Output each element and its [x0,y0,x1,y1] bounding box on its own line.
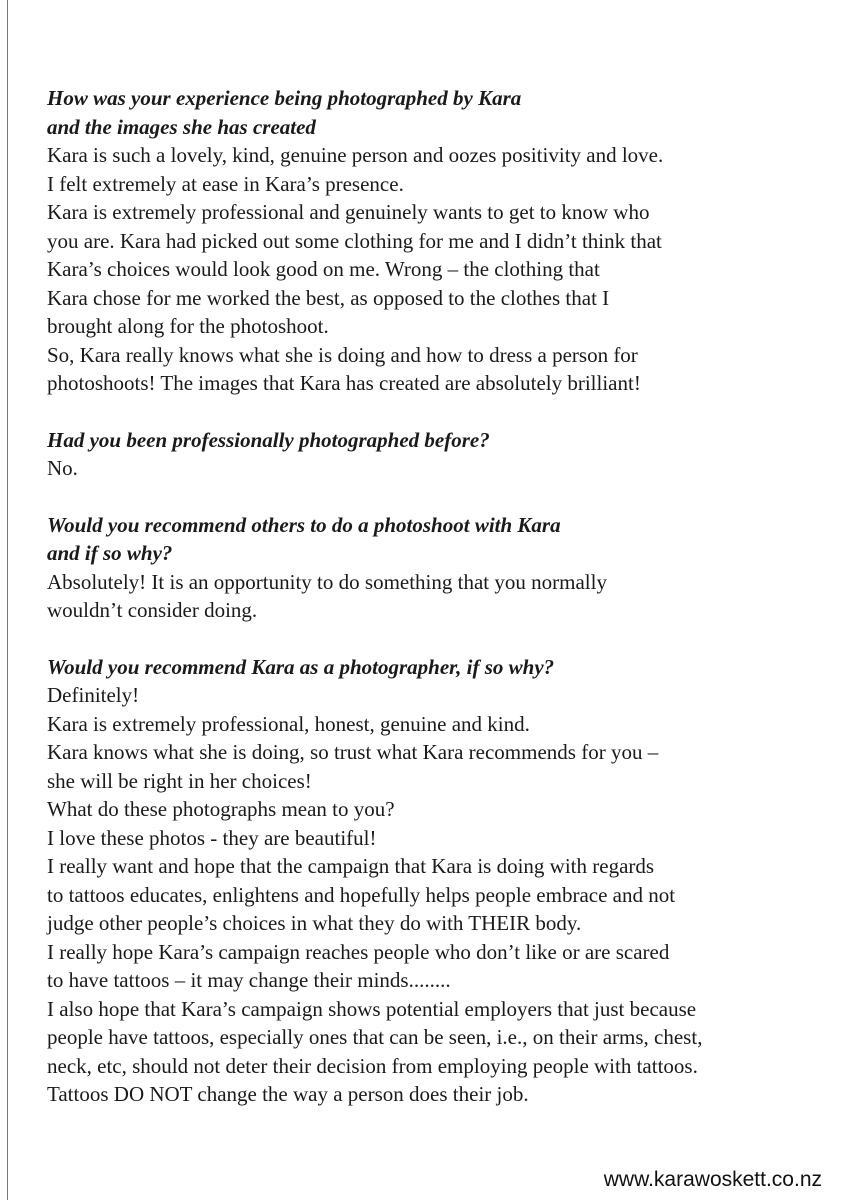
answer-line: Kara is such a lovely, kind, genuine person and oozes positivity and love. [47,143,664,167]
section-recommend-others [47,511,817,625]
answer-line: wouldn’t consider doing. [47,598,258,622]
page-edge-line [7,0,8,1200]
section-experience [47,84,817,398]
question-line: How was your experience being photographed by Kara [47,86,522,110]
question-line: Would you recommend Kara as a photographer, if so why? [47,654,555,679]
answer-line: Tattoos DO NOT change the way a person does their job. [47,1082,529,1106]
answer-line: photoshoots! The images that Kara has created are absolutely brilliant! [47,371,641,395]
section-gap [47,398,817,426]
answer-line: I love these photos - they are beautiful! [47,825,377,850]
answer-line: neck, etc, should not deter their decision from employing people with tattoos. [47,1053,698,1078]
answer-line: Kara chose for me worked the best, as opposed to the clothes that I [47,285,610,310]
question-line: Had you been professionally photographed before? [47,427,490,452]
answer-line: Kara knows what she is doing, so trust what Kara recommends for you – [47,740,659,764]
answer-line: brought along for the photoshoot. [47,314,329,338]
answer-line: Absolutely! It is an opportunity to do something that you normally [47,569,607,594]
answer-line: So, Kara really knows what she is doing and how to dress a person for [47,342,638,367]
answer-line: you are. Kara had picked out some clothing for me and I didn’t think that [47,228,662,253]
answer-line: Kara’s choices would look good on me. Wrong – the clothing that [47,257,600,281]
website-url: www.karawoskett.co.nz [603,1168,822,1191]
answer-line: people have tattoos, especially ones that can be seen, i.e., on their arms, chest, [47,1025,703,1049]
answer-line: to have tattoos – it may change their minds........ [47,968,451,992]
section-recommend-kara [47,653,817,1109]
answer-line: No. [47,456,78,480]
question-line: and the images she has created [47,114,316,139]
section-gap [47,483,817,511]
answer-line: What do these photographs mean to you? [47,797,395,821]
answer-line: Definitely! [47,683,140,707]
answer-line: she will be right in her choices! [47,768,312,793]
section-photographed-before [47,426,817,483]
answer-line: Kara is extremely professional and genuinely wants to get to know who [47,200,650,224]
answer-line: judge other people’s choices in what they do with THEIR body. [47,911,582,935]
answer-line: I felt extremely at ease in Kara’s presence. [47,171,404,196]
question-line: Would you recommend others to do a photoshoot with Kara [47,512,561,537]
answer-line: I really want and hope that the campaign that Kara is doing with regards [47,854,655,878]
answer-line: I really hope Kara’s campaign reaches people who don’t like or are scared [47,939,670,964]
testimonial-body [47,84,817,1109]
question-line: and if so why? [47,541,173,565]
answer-line: Kara is extremely professional, honest, genuine and kind. [47,711,530,736]
section-gap [47,625,817,653]
answer-line: to tattoos educates, enlightens and hopefully helps people embrace and not [47,882,676,907]
answer-line: I also hope that Kara’s campaign shows potential employers that just because [47,996,697,1021]
